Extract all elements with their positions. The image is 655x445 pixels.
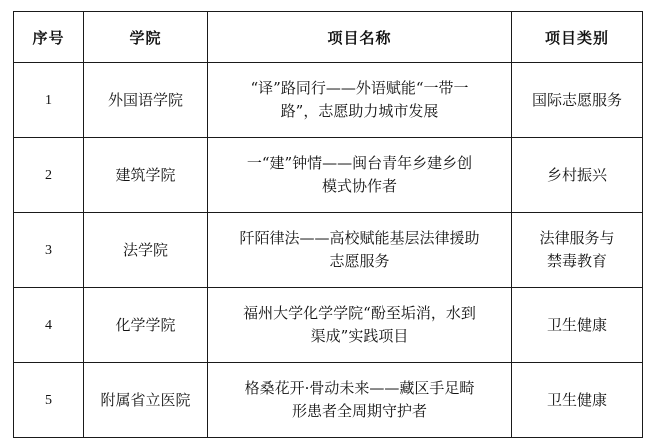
header-college: 学院 (84, 12, 208, 63)
project-table (13, 11, 643, 438)
project-name-line: 路”，志愿助力城市发展 (280, 102, 439, 120)
cell-project-name (208, 363, 512, 438)
cell-category (512, 63, 643, 138)
header-row (14, 12, 643, 63)
cell-category (512, 288, 643, 363)
project-name-line: 形患者全周期守护者 (291, 402, 427, 420)
category-line: 禁毒教育 (546, 252, 607, 270)
table-row (14, 63, 643, 138)
cell-index: 1 (14, 63, 84, 138)
cell-project-name (208, 63, 512, 138)
category-line: 卫生健康 (546, 315, 607, 334)
project-name-line: “译”路同行——外语赋能“一带一 (250, 79, 469, 97)
category-line: 卫生健康 (546, 390, 607, 409)
project-name-line: 渠成”实践项目 (310, 327, 409, 345)
cell-college: 建筑学院 (84, 138, 208, 213)
category-line: 乡村振兴 (546, 165, 607, 184)
project-name-line: 模式协作者 (321, 177, 397, 195)
category-line: 国际志愿服务 (531, 90, 622, 109)
header-category: 项目类别 (512, 12, 643, 63)
project-name-line: 阡陌律法——高校赋能基层法律援助 (239, 229, 480, 247)
cell-category (512, 138, 643, 213)
cell-college: 法学院 (84, 213, 208, 288)
cell-index: 4 (14, 288, 84, 363)
cell-project-name (208, 213, 512, 288)
cell-index: 5 (14, 363, 84, 438)
cell-college: 化学学院 (84, 288, 208, 363)
category-line: 法律服务与 (539, 229, 615, 247)
cell-project-name (208, 288, 512, 363)
cell-college: 外国语学院 (84, 63, 208, 138)
cell-index: 3 (14, 213, 84, 288)
project-name-line: 志愿服务 (329, 252, 390, 270)
project-name-line: 格桑花开·骨动未来——藏区手足畸 (244, 379, 475, 397)
table-row (14, 138, 643, 213)
cell-category (512, 213, 643, 288)
cell-category (512, 363, 643, 438)
cell-college: 附属省立医院 (84, 363, 208, 438)
cell-project-name (208, 138, 512, 213)
table-row (14, 288, 643, 363)
header-index: 序号 (14, 12, 84, 63)
project-name-line: 一“建”钟情——闽台青年乡建乡创 (246, 154, 473, 172)
header-project-name: 项目名称 (208, 12, 512, 63)
table-row (14, 213, 643, 288)
project-name-line: 福州大学化学学院“酚至垢消，水到 (243, 304, 476, 322)
cell-index: 2 (14, 138, 84, 213)
table-row (14, 363, 643, 438)
